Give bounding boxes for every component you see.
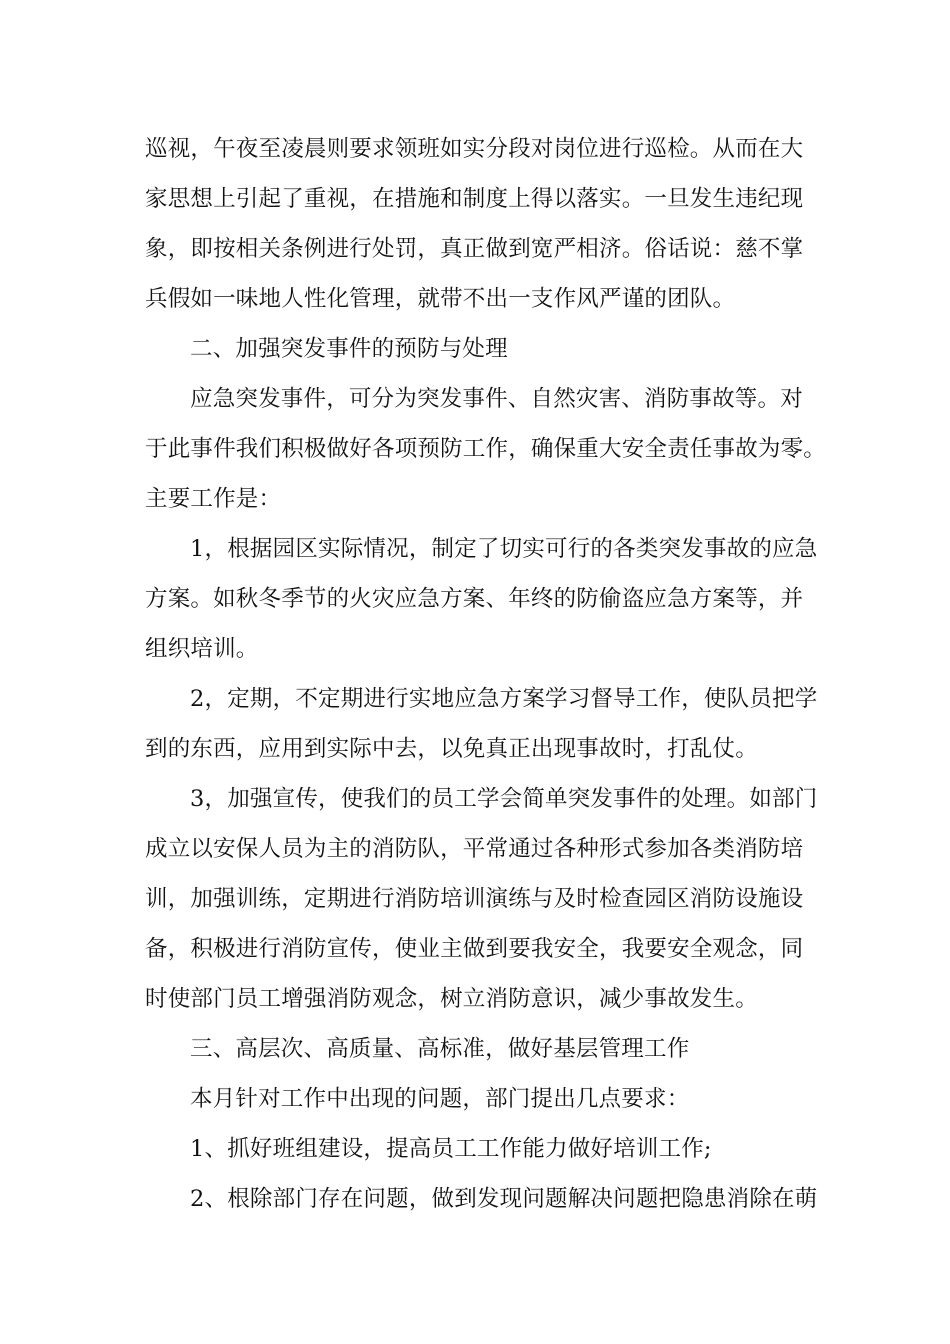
text-line: 兵假如一味地人性化管理，就带不出一支作风严谨的团队。 [145, 286, 736, 312]
text-line: 成立以安保人员为主的消防队，平常通过各种形式参加各类消防培 [145, 836, 804, 862]
list-item-line: 1、抓好班组建设，提高员工工作能力做好培训工作; [190, 1136, 712, 1162]
text-line: 于此事件我们积极做好各项预防工作，确保重大安全责任事故为零。 [145, 436, 827, 462]
text-line: 训，加强训练，定期进行消防培训演练与及时检查园区消防设施设 [145, 886, 804, 912]
list-item-line: 2，定期，不定期进行实地应急方案学习督导工作，使队员把学 [190, 686, 818, 712]
list-item-line: 3，加强宣传，使我们的员工学会简单突发事件的处理。如部门 [190, 786, 818, 812]
text-line: 象，即按相关条例进行处罚，真正做到宽严相济。俗话说：慈不掌 [145, 236, 804, 262]
text-line: 时使部门员工增强消防观念，树立消防意识，减少事故发生。 [145, 986, 758, 1012]
text-line: 备，积极进行消防宣传，使业主做到要我安全，我要安全观念，同 [145, 936, 804, 962]
text-line: 应急突发事件，可分为突发事件、自然灾害、消防事故等。对 [190, 386, 803, 412]
text-line: 家思想上引起了重视，在措施和制度上得以落实。一旦发生违纪现 [145, 186, 804, 212]
text-line: 主要工作是： [145, 486, 282, 512]
text-line: 到的东西，应用到实际中去，以免真正出现事故时，打乱仗。 [145, 736, 758, 762]
section-heading: 三、高层次、高质量、高标准，做好基层管理工作 [190, 1036, 690, 1062]
text-line: 方案。如秋冬季节的火灾应急方案、年终的防偷盗应急方案等，并 [145, 586, 804, 612]
list-item-line: 2、根除部门存在问题，做到发现问题解决问题把隐患消除在萌 [190, 1186, 818, 1212]
section-heading: 二、加强突发事件的预防与处理 [190, 336, 508, 362]
text-line: 本月针对工作中出现的问题，部门提出几点要求： [190, 1086, 690, 1112]
text-line: 巡视，午夜至凌晨则要求领班如实分段对岗位进行巡检。从而在大 [145, 136, 804, 162]
list-item-line: 1，根据园区实际情况，制定了切实可行的各类突发事故的应急 [190, 536, 818, 562]
text-line: 组织培训。 [145, 636, 259, 662]
